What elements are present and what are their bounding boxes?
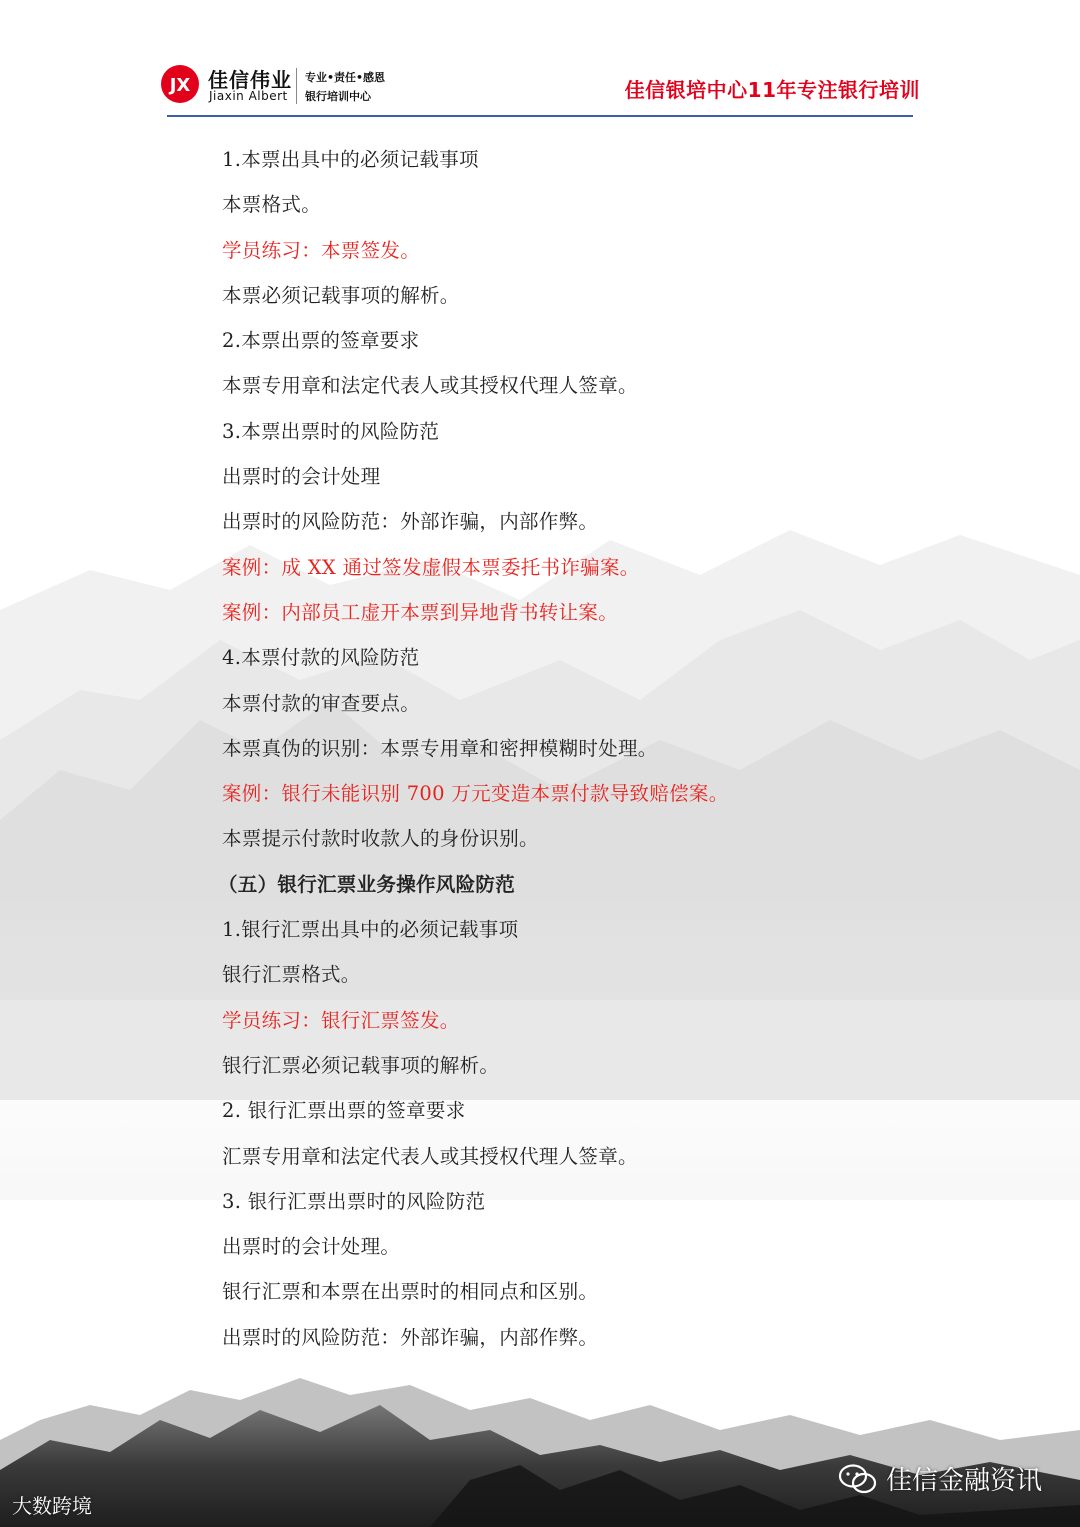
text-line: 本票真伪的识别：本票专用章和密押模糊时处理。 [222, 736, 658, 760]
highlight-line: 学员练习：本票签发。 [222, 238, 421, 262]
highlight-line: 案例：成 XX 通过签发虚假本票委托书诈骗案。 [222, 555, 640, 579]
header-slogan: 佳信银培中心11年专注银行培训 [624, 78, 920, 102]
brand-name-en: Jiaxin Albert [209, 89, 288, 103]
text-line: 本票格式。 [222, 193, 322, 217]
text-line: 2. 银行汇票出票的签章要求 [222, 1099, 466, 1123]
text-line: 银行汇票格式。 [222, 963, 361, 987]
text-line: 3.本票出票时的风险防范 [222, 419, 440, 443]
jx-logo-icon [160, 64, 200, 104]
highlight-line: 案例：内部员工虚开本票到异地背书转让案。 [222, 600, 619, 624]
highlight-line: 学员练习：银行汇票签发。 [222, 1008, 460, 1032]
text-line: 1.银行汇票出具中的必须记载事项 [222, 918, 519, 942]
watermark-right-text: 佳信金融资讯 [886, 1466, 1043, 1496]
section-heading: （五）银行汇票业务操作风险防范 [218, 872, 516, 896]
text-line: 汇票专用章和法定代表人或其授权代理人签章。 [222, 1144, 638, 1168]
watermark-left: 大数跨境 [12, 1494, 92, 1518]
text-line: 1.本票出具中的必须记载事项 [222, 148, 479, 171]
watermark-right [838, 1460, 1042, 1497]
brand-tagline-1: 专业•责任•感恩 [305, 71, 386, 84]
brand-name-cn: 佳信伟业 [208, 68, 292, 92]
text-line: 出票时的会计处理。 [222, 1235, 401, 1259]
svg-text:JX: JX [169, 75, 191, 96]
text-line: 银行汇票必须记载事项的解析。 [222, 1053, 500, 1077]
document-body [218, 140, 922, 1363]
text-line: 2.本票出票的签章要求 [222, 329, 420, 353]
text-line: 本票提示付款时收款人的身份识别。 [222, 827, 539, 851]
text-line: 本票专用章和法定代表人或其授权代理人签章。 [222, 374, 638, 398]
text-line: 3. 银行汇票出票时的风险防范 [222, 1189, 486, 1213]
text-line: 银行汇票和本票在出票时的相同点和区别。 [222, 1280, 599, 1304]
text-line: 本票付款的审查要点。 [222, 691, 421, 715]
text-line: 出票时的风险防范：外部诈骗，内部作弊。 [222, 510, 599, 534]
wechat-icon [838, 1463, 878, 1495]
text-line: 出票时的会计处理 [222, 465, 381, 489]
page-header [160, 62, 920, 118]
header-rule [167, 115, 913, 117]
text-line: 出票时的风险防范：外部诈骗，内部作弊。 [222, 1325, 599, 1349]
brand-tagline-2: 银行培训中心 [305, 90, 371, 103]
text-line: 4.本票付款的风险防范 [222, 646, 420, 670]
brand-divider [296, 68, 297, 104]
text-line: 本票必须记载事项的解析。 [222, 283, 460, 307]
highlight-line: 案例：银行未能识别 700 万元变造本票付款导致赔偿案。 [222, 782, 729, 806]
